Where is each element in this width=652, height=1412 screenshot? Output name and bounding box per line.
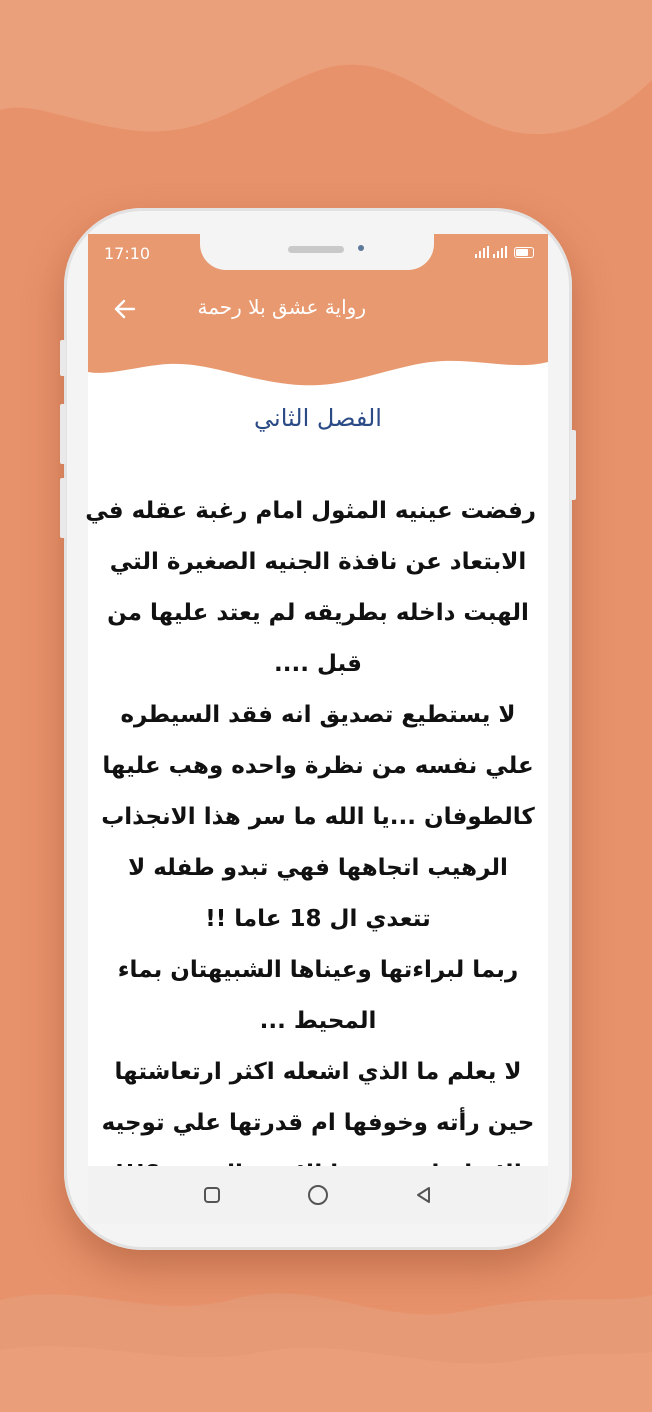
home-circle-icon[interactable] (306, 1183, 330, 1207)
system-nav-bar (88, 1166, 548, 1224)
text-line: ربما لبراءتها وعيناها الشبيهتان بماء (117, 957, 519, 983)
phone-notch (200, 234, 434, 270)
text-line: لا يستطيع تصديق انه فقد السيطره (120, 702, 516, 728)
app-title: رواية عشق بلا رحمة (197, 295, 366, 319)
text-line: الهبت داخله بطريقه لم يعتد عليها من (107, 600, 529, 626)
header-wave (88, 342, 548, 394)
text-line: قبل .... (274, 651, 362, 677)
status-time: 17:10 (104, 244, 151, 263)
app-bar (88, 282, 548, 344)
text-line: علي نفسه من نظرة واحده وهب عليها (102, 753, 534, 779)
text-line: رفضت عينيه المثول امام رغبة عقله في (85, 498, 536, 524)
phone-side-button (60, 340, 66, 376)
chapter-content[interactable] (85, 394, 548, 1166)
text-line: كالطوفان ...يا الله ما سر هذا الانجذاب (101, 804, 535, 830)
signal-icon (475, 246, 489, 258)
chapter-body (85, 486, 536, 1200)
front-camera (358, 245, 364, 251)
signal-icon (493, 246, 507, 258)
chapter-title: الفصل الثاني (254, 404, 382, 432)
status-icons (475, 246, 534, 258)
phone-screen (85, 234, 548, 1224)
text-line: تتعدي ال 18 عاما !! (205, 906, 431, 932)
text-line: حين رأته وخوفها ام قدرتها علي توجيه (101, 1110, 535, 1136)
recents-square-icon[interactable] (200, 1183, 224, 1207)
phone-side-button (60, 478, 66, 538)
text-line: الرهيب اتجاهها فهي تبدو طفله لا (128, 855, 508, 881)
phone-side-button (60, 404, 66, 464)
speaker-grille (288, 246, 344, 253)
back-triangle-icon[interactable] (412, 1183, 436, 1207)
phone-side-button (570, 430, 576, 500)
battery-icon (514, 247, 534, 258)
text-line: لا يعلم ما الذي اشعله اكثر ارتعاشتها (114, 1059, 522, 1085)
back-arrow-icon[interactable] (112, 296, 138, 322)
text-line: الابتعاد عن نافذة الجنيه الصغيرة التي (109, 549, 527, 575)
text-line: المحيط ... (259, 1008, 377, 1034)
